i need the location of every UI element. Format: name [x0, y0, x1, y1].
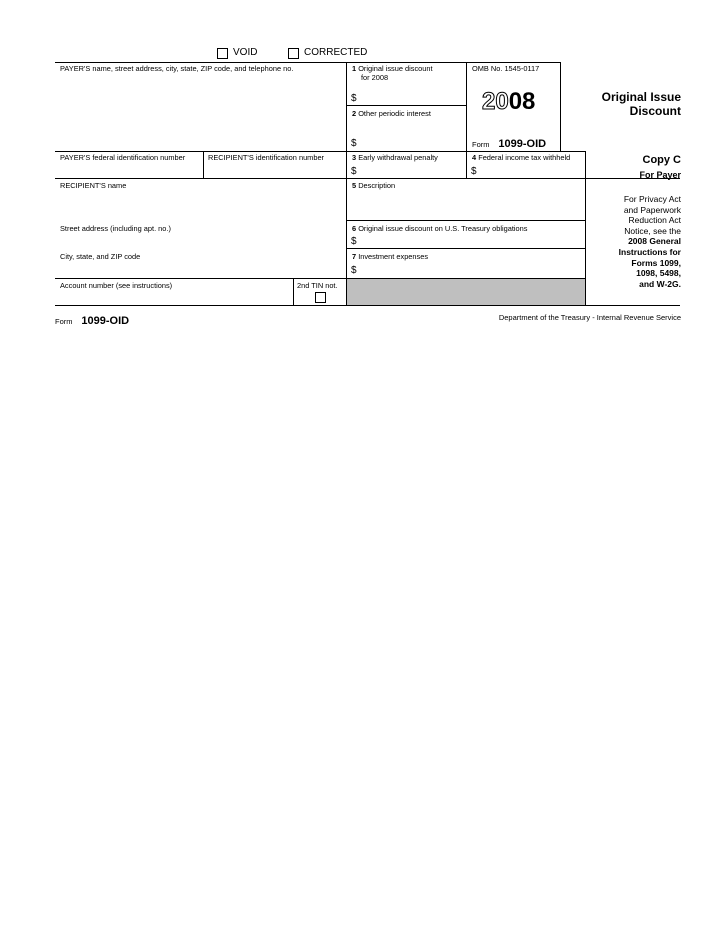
box6-dollar: $ [351, 236, 357, 247]
payer-fed-id-field[interactable] [56, 163, 201, 177]
payer-fed-id-label: PAYER'S federal identification number [60, 153, 186, 162]
box4-dollar: $ [471, 166, 477, 177]
recipient-name-field[interactable] [56, 191, 345, 219]
privacy-notice [619, 194, 681, 289]
second-tin-checkbox[interactable] [315, 292, 326, 303]
box6-amount-field[interactable] [358, 234, 584, 247]
box1-label: 1 Original issue discount [352, 64, 433, 73]
recipient-name-label: RECIPIENT'S name [60, 181, 127, 190]
box1-amount-field[interactable] [358, 90, 464, 104]
city-field[interactable] [56, 262, 345, 277]
notice-line: Reduction Act [628, 215, 681, 226]
box1-label-line2: for 2008 [361, 73, 389, 82]
void-checkbox[interactable] [217, 48, 228, 59]
form-title-line2: Discount [629, 104, 681, 118]
street-address-field[interactable] [56, 234, 345, 248]
box4-amount-field[interactable] [478, 163, 584, 177]
notice-line: and Paperwork [623, 204, 681, 215]
notice-line: and W-2G. [639, 278, 681, 289]
payer-name-label: PAYER'S name, street address, city, state, ZIP code, and telephone no. [60, 64, 294, 73]
box7-label: 7 Investment expenses [352, 252, 429, 261]
copy-c-title: Copy C [642, 154, 681, 166]
omb-number: OMB No. 1545-0117 [472, 64, 540, 73]
shaded-area [346, 278, 585, 305]
notice-line: Forms 1099, [631, 257, 681, 268]
second-tin-label: 2nd TIN not. [297, 281, 338, 290]
notice-line: For Privacy Act [623, 194, 681, 204]
tax-year: 2008 [482, 88, 536, 115]
notice-line: Instructions for [618, 246, 681, 257]
street-address-label: Street address (including apt. no.) [60, 224, 171, 233]
box1-dollar: $ [351, 93, 357, 104]
corrected-label: CORRECTED [304, 47, 368, 58]
form-title-line1: Original Issue [601, 90, 681, 104]
box3-dollar: $ [351, 166, 357, 177]
notice-line: Notice, see the [624, 225, 681, 236]
form-title [602, 90, 681, 118]
payer-name-field[interactable] [56, 74, 345, 150]
box5-description-field[interactable] [348, 191, 584, 219]
box6-label: 6 Original issue discount on U.S. Treasury obligations [352, 224, 528, 233]
corrected-checkbox[interactable] [288, 48, 299, 59]
city-label: City, state, and ZIP code [60, 252, 141, 261]
box3-amount-field[interactable] [358, 163, 464, 177]
copy-c-subtitle: For Payer [639, 170, 681, 180]
form-id-top: Form 1099-OID [472, 138, 547, 150]
notice-line: 2008 General [628, 236, 681, 247]
recipient-id-field[interactable] [205, 163, 345, 177]
box2-amount-field[interactable] [358, 134, 464, 150]
form-id-footer: Form 1099-OID [55, 315, 130, 327]
department-label: Department of the Treasury - Internal Revenue Service [498, 313, 681, 322]
box2-label: 2 Other periodic interest [352, 109, 431, 118]
box7-amount-field[interactable] [358, 262, 584, 277]
recipient-id-label: RECIPIENT'S identification number [208, 153, 325, 162]
notice-line: 1098, 5498, [636, 268, 681, 279]
box7-dollar: $ [351, 265, 357, 276]
account-number-field[interactable] [56, 291, 292, 304]
box2-dollar: $ [351, 138, 357, 149]
box4-label: 4 Federal income tax withheld [472, 153, 571, 162]
account-number-label: Account number (see instructions) [60, 281, 173, 290]
void-label: VOID [233, 47, 258, 58]
box5-label: 5 Description [352, 181, 396, 190]
box3-label: 3 Early withdrawal penalty [352, 153, 438, 162]
